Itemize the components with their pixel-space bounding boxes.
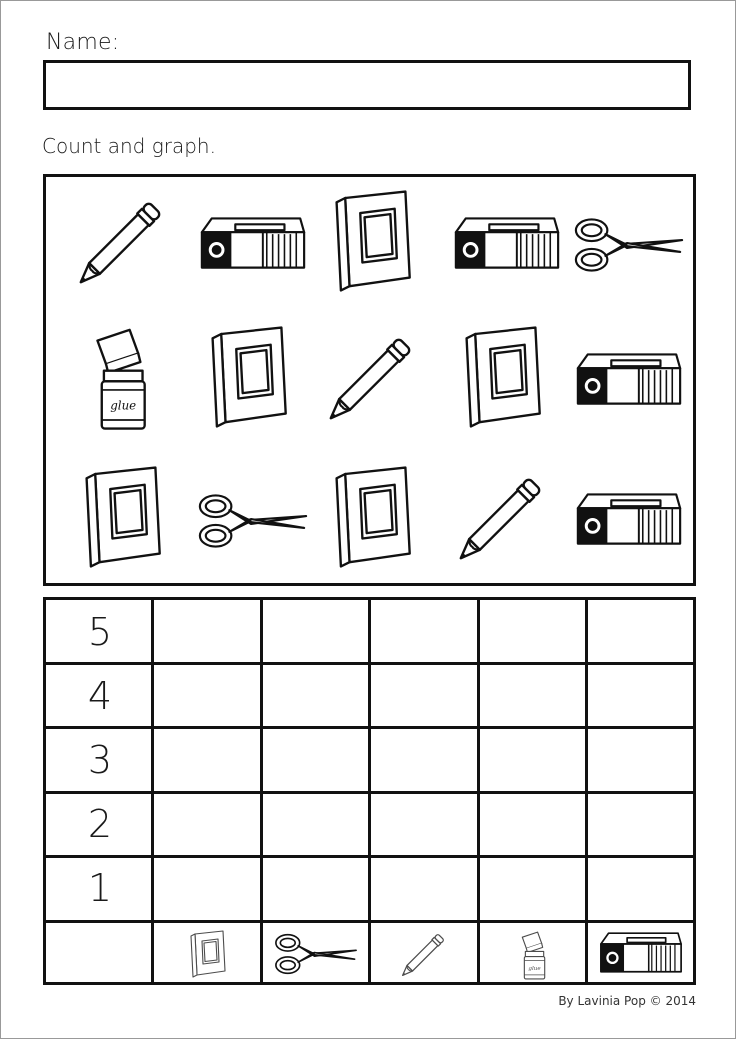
- graph-row-number: 1: [87, 866, 113, 910]
- graph-cell[interactable]: [371, 601, 477, 662]
- scissors-icon: [570, 209, 688, 281]
- graph-cell[interactable]: [588, 729, 693, 790]
- sharpener-icon: [570, 345, 688, 417]
- credit-text: By Lavinia Pop © 2014: [558, 994, 696, 1008]
- name-field[interactable]: [43, 60, 691, 110]
- svg-text:glue: glue: [527, 965, 541, 972]
- graph-cell[interactable]: [588, 665, 693, 726]
- graph-cell[interactable]: [371, 665, 477, 726]
- graph-cell[interactable]: [263, 665, 368, 726]
- graph-cell[interactable]: [371, 857, 477, 918]
- scissors-icon: [269, 928, 363, 980]
- sharpener-icon: [448, 209, 566, 281]
- graph-cell[interactable]: [480, 665, 585, 726]
- graph-cell[interactable]: [263, 729, 368, 790]
- graph-row-divider: [46, 920, 693, 923]
- sharpener-icon: [593, 927, 689, 981]
- graph-cell[interactable]: [154, 729, 260, 790]
- graph-cell[interactable]: [154, 793, 260, 854]
- graph-cell[interactable]: [480, 601, 585, 662]
- graph-cell[interactable]: [588, 601, 693, 662]
- glue-icon: [80, 317, 160, 435]
- graph-row-number: 4: [87, 674, 113, 718]
- graph-row-number: 2: [87, 802, 113, 846]
- book-icon: [204, 323, 290, 431]
- graph-cell[interactable]: [263, 793, 368, 854]
- graph-cell[interactable]: [588, 793, 693, 854]
- book-icon: [328, 463, 414, 571]
- graph-cell[interactable]: [480, 793, 585, 854]
- graph-row-number: 3: [87, 738, 113, 782]
- graph-cell[interactable]: [154, 857, 260, 918]
- scissors-icon: [194, 485, 312, 557]
- graph-cell[interactable]: [154, 601, 260, 662]
- name-label: Name:: [46, 30, 120, 55]
- graph-cell[interactable]: [371, 729, 477, 790]
- pencil-icon: [68, 187, 176, 295]
- pencil-icon: [448, 463, 556, 571]
- count-graph: [43, 597, 696, 985]
- graph-cell[interactable]: [480, 729, 585, 790]
- pencil-icon: [396, 926, 452, 982]
- graph-cell[interactable]: [588, 857, 693, 918]
- book-icon: [78, 463, 164, 571]
- picture-area: [43, 174, 696, 586]
- graph-cell[interactable]: [263, 857, 368, 918]
- book-icon: [328, 187, 414, 295]
- graph-cell[interactable]: [154, 665, 260, 726]
- pencil-icon: [318, 323, 426, 431]
- graph-cell[interactable]: [480, 857, 585, 918]
- sharpener-icon: [194, 209, 312, 281]
- glue-icon: [513, 926, 553, 982]
- book-icon: [185, 929, 229, 979]
- graph-cell[interactable]: [263, 601, 368, 662]
- svg-text:glue: glue: [110, 398, 137, 413]
- graph-cell[interactable]: [371, 793, 477, 854]
- book-icon: [458, 323, 544, 431]
- sharpener-icon: [570, 485, 688, 557]
- instruction-text: Count and graph.: [42, 134, 216, 158]
- graph-row-number: 5: [87, 610, 113, 654]
